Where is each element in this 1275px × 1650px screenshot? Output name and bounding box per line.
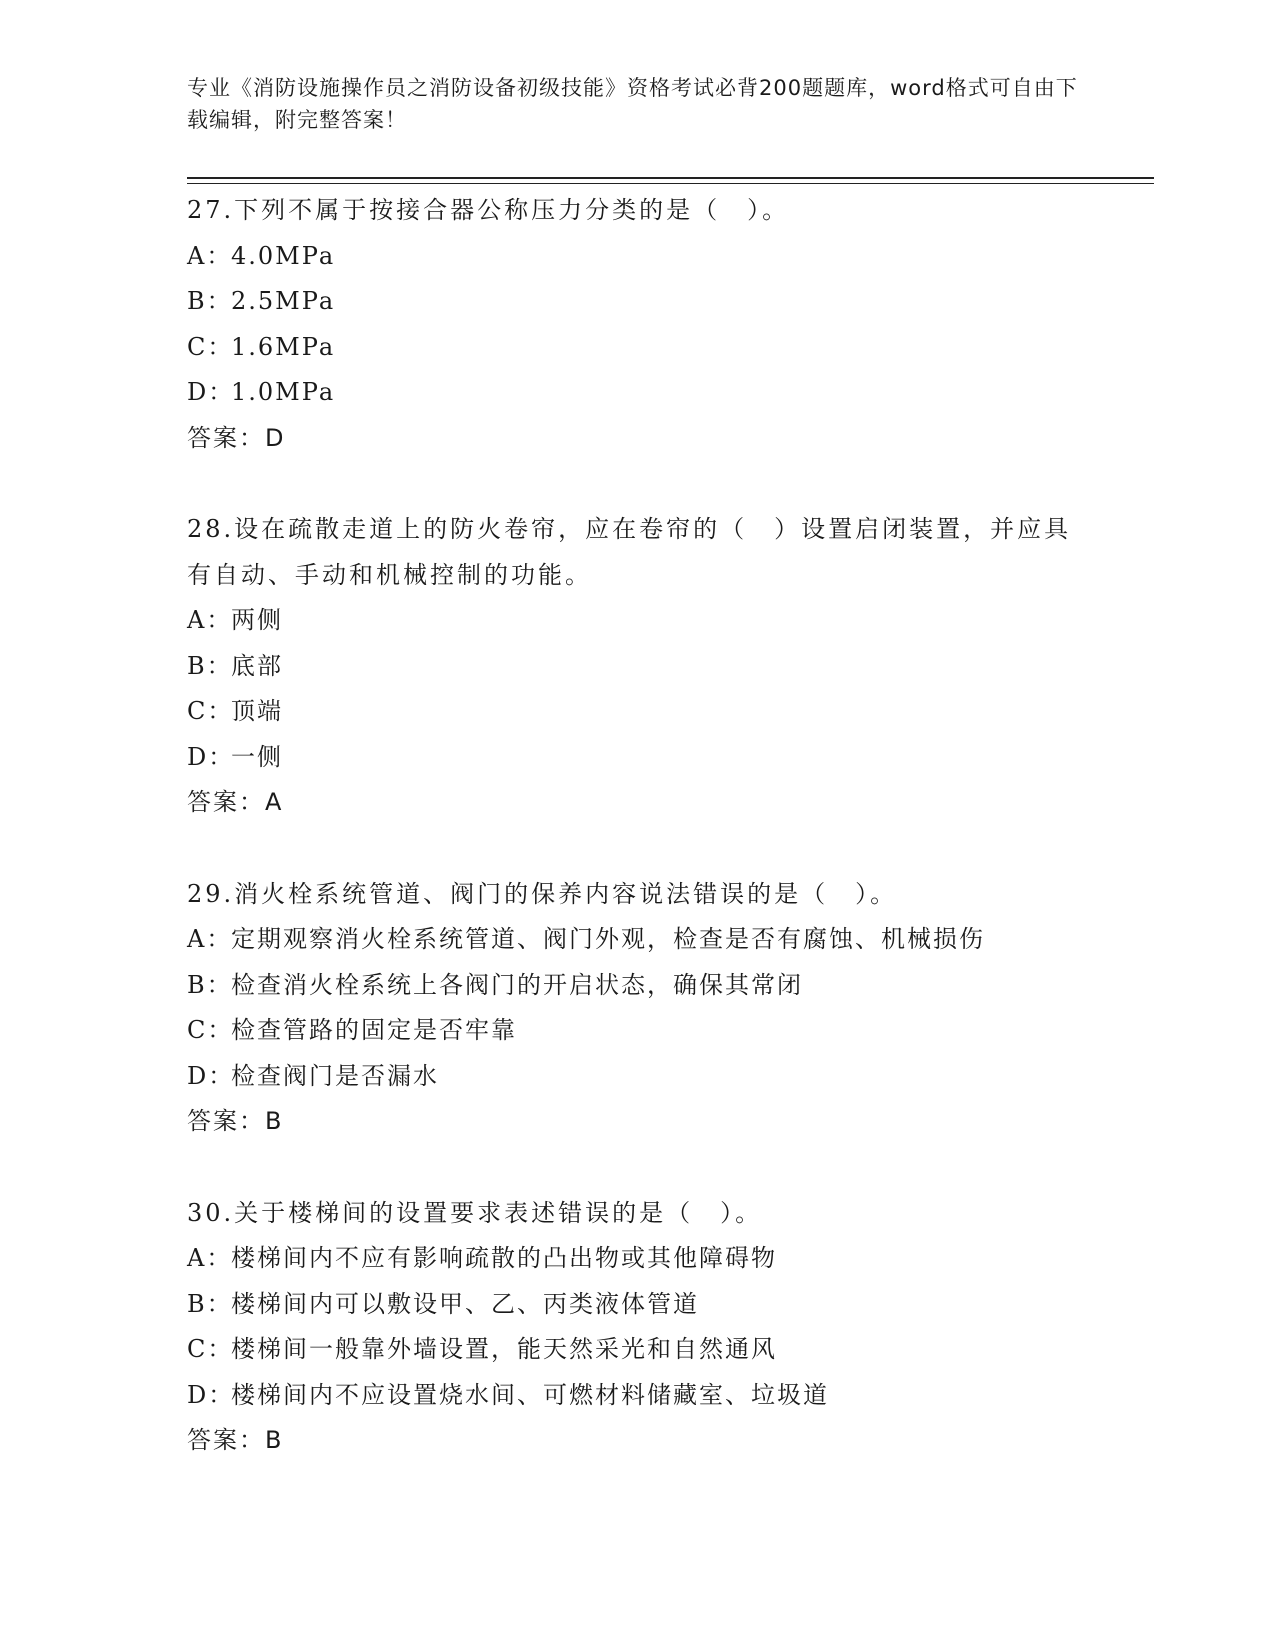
option-key: B：: [187, 287, 233, 315]
option-text: 顶端: [231, 697, 283, 725]
header-divider-thin: [187, 183, 1154, 184]
option-d: [187, 1373, 1087, 1419]
question-28: [187, 507, 1087, 826]
option-key: A：: [187, 1244, 233, 1272]
option-c: [187, 689, 1087, 735]
option-key: C：: [187, 1016, 234, 1044]
option-text: 一侧: [231, 742, 283, 771]
question-stem: 29.消火栓系统管道、阀门的保养内容说法错误的是（ ）。: [187, 879, 898, 908]
question-list: [187, 188, 1087, 1510]
option-b: [187, 963, 1087, 1009]
option-text: 检查阀门是否漏水: [231, 1061, 439, 1090]
option-key: D：: [187, 378, 235, 406]
option-text: 定期观察消火栓系统管道、阀门外观，检查是否有腐蚀、机械损伤: [231, 925, 985, 953]
option-text: 楼梯间内不应设置烧水间、可燃材料储藏室、垃圾道: [231, 1380, 829, 1409]
header-divider-thick: [187, 177, 1154, 179]
option-text: 楼梯间内不应有影响疏散的凸出物或其他障碍物: [231, 1244, 777, 1272]
option-key: D：: [187, 742, 235, 771]
option-text: 楼梯间内可以敷设甲、乙、丙类液体管道: [231, 1289, 699, 1318]
question-29: [187, 872, 1087, 1145]
option-text: 楼梯间一般靠外墙设置，能天然采光和自然通风: [231, 1335, 777, 1363]
option-a: [187, 598, 1087, 644]
option-text: 检查管路的固定是否牢靠: [231, 1016, 517, 1044]
option-a: [187, 234, 1087, 280]
option-key: A：: [187, 925, 233, 953]
option-key: C：: [187, 697, 234, 725]
option-text: 4.0MPa: [231, 241, 336, 270]
option-c: [187, 1327, 1087, 1373]
option-key: B：: [187, 1289, 233, 1318]
question-stem: 27.下列不属于按接合器公称压力分类的是（ ）。: [187, 196, 790, 224]
option-text: 底部: [231, 651, 283, 680]
answer-label: 答案：A: [187, 788, 284, 816]
document-header: 专业《消防设施操作员之消防设备初级技能》资格考试必背200题题库，word格式可自由下载编辑，附完整答案！: [187, 76, 1078, 132]
option-key: C：: [187, 332, 234, 361]
option-b: [187, 1282, 1087, 1328]
option-d: [187, 370, 1087, 416]
option-text: 1.0MPa: [231, 378, 336, 406]
option-key: D：: [187, 1061, 235, 1090]
option-text: 两侧: [231, 606, 283, 634]
option-key: A：: [187, 241, 233, 270]
option-a: [187, 917, 1087, 963]
option-text: 1.6MPa: [231, 332, 336, 361]
answer-label: 答案：D: [187, 423, 286, 452]
answer-label: 答案：B: [187, 1107, 284, 1135]
option-d: [187, 1054, 1087, 1100]
question-stem: 28.设在疏散走道上的防火卷帘，应在卷帘的（ ）设置启闭装置，并应具有自动、手动和机械控制的功能。: [187, 515, 1072, 589]
option-text: 检查消火栓系统上各阀门的开启状态，确保其常闭: [231, 970, 803, 999]
option-key: A：: [187, 606, 233, 634]
option-c: [187, 1008, 1087, 1054]
answer-label: 答案：B: [187, 1426, 284, 1454]
option-b: [187, 644, 1087, 690]
option-key: B：: [187, 651, 233, 680]
option-text: 2.5MPa: [231, 287, 336, 315]
option-a: [187, 1236, 1087, 1282]
question-27: [187, 188, 1087, 461]
question-stem: 30.关于楼梯间的设置要求表述错误的是（ ）。: [187, 1198, 763, 1227]
option-d: [187, 735, 1087, 781]
option-key: C：: [187, 1335, 234, 1363]
option-key: D：: [187, 1380, 235, 1409]
option-key: B：: [187, 970, 233, 999]
option-b: [187, 279, 1087, 325]
option-c: [187, 325, 1087, 371]
question-30: [187, 1191, 1087, 1464]
